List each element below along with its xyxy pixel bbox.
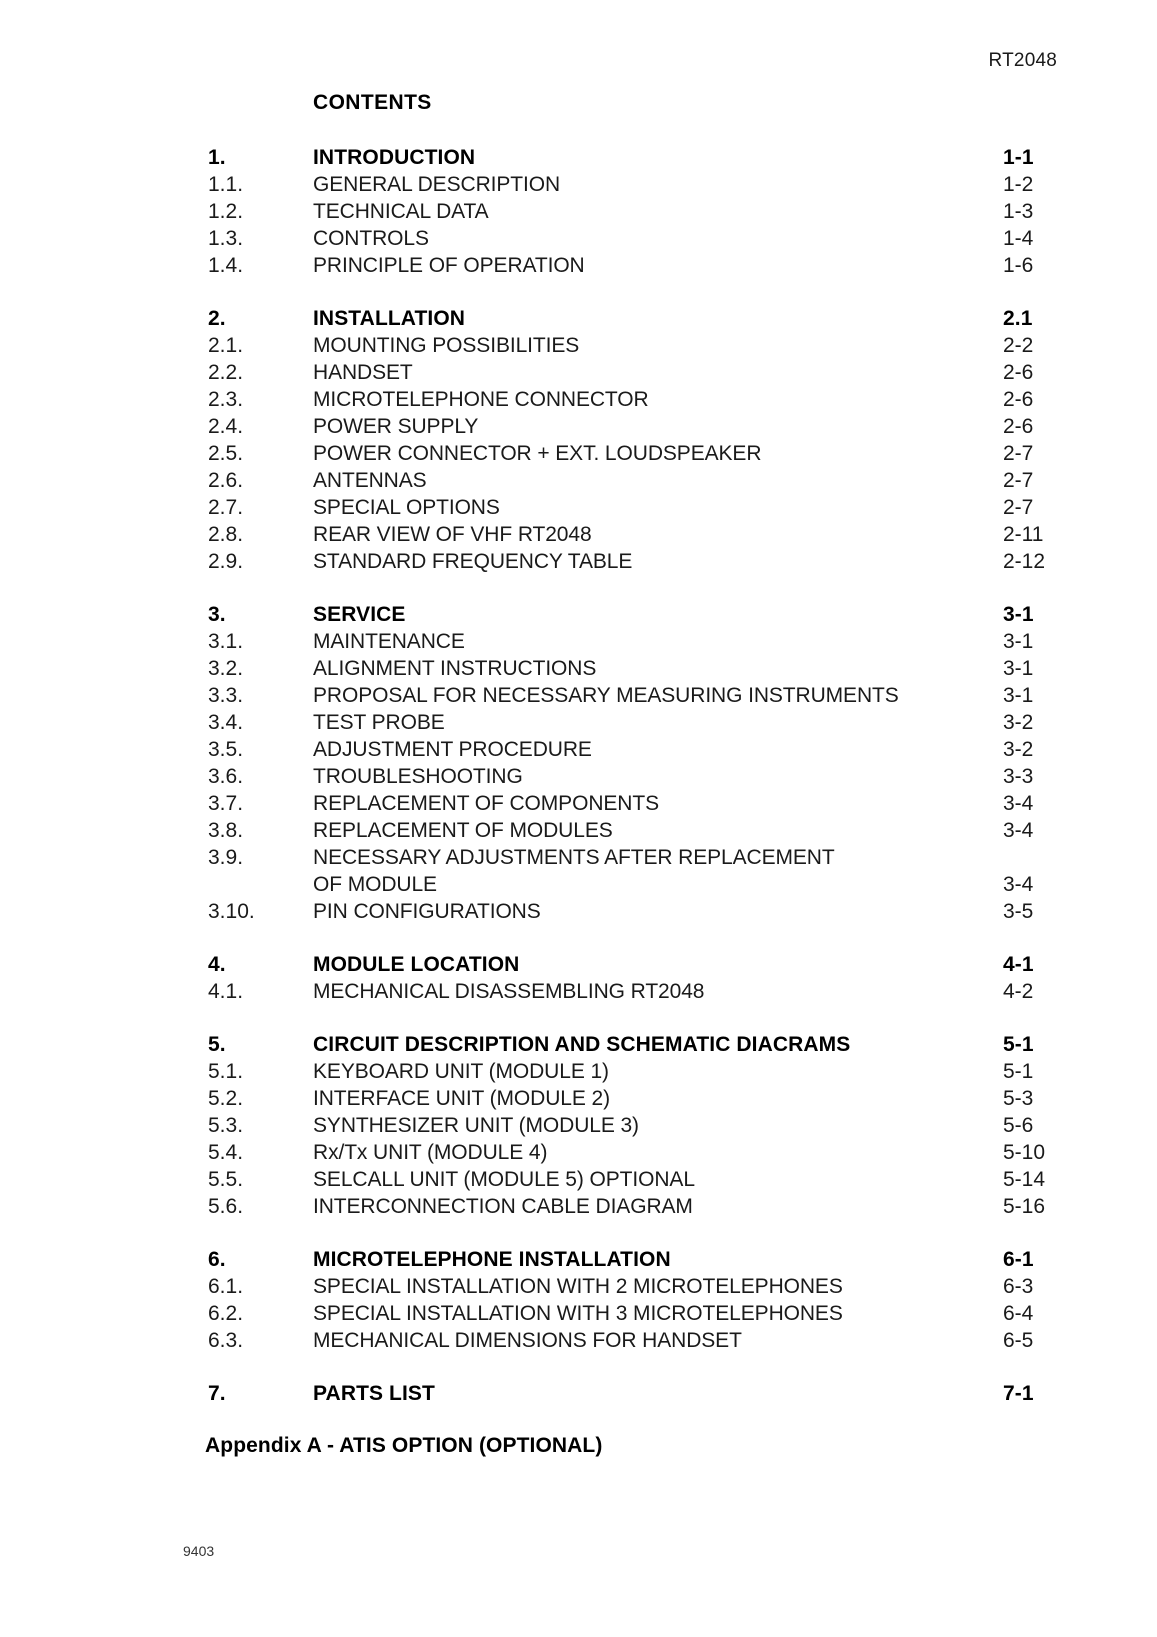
toc-entry[interactable] [0,844,1157,871]
toc-entry[interactable] [0,763,1157,790]
toc-entry-number: 3.2. [208,657,244,680]
toc-entry-number: 3.6. [208,765,244,788]
toc-entry-title: TECHNICAL DATA [313,200,489,223]
toc-entry-number: 2.6. [208,469,244,492]
toc-entry[interactable] [0,1327,1157,1354]
toc-entry-title: SERVICE [313,603,406,626]
toc-entry[interactable] [0,305,1157,332]
toc-entry-title: ALIGNMENT INSTRUCTIONS [313,657,597,680]
toc-entry-title: MODULE LOCATION [313,953,520,976]
toc-entry-number: 3.5. [208,738,244,761]
toc-entry[interactable] [0,1193,1157,1220]
toc-entry-title: MECHANICAL DISASSEMBLING RT2048 [313,980,705,1003]
toc-entry[interactable] [0,332,1157,359]
toc-entry-number: 1.2. [208,200,244,223]
toc-entry-number: 3.8. [208,819,244,842]
toc-entry-title: MECHANICAL DIMENSIONS FOR HANDSET [313,1329,742,1352]
toc-entry-number: 6.1. [208,1275,244,1298]
toc-entry[interactable] [0,1085,1157,1112]
toc-entry-title: SPECIAL INSTALLATION WITH 3 MICROTELEPHONES [313,1302,843,1325]
toc-entry[interactable] [0,1058,1157,1085]
toc-entry[interactable] [0,440,1157,467]
toc-entry-page-number: 3-4 [1003,873,1034,896]
toc-entry-number: 2.5. [208,442,244,465]
toc-entry-number: 3.1. [208,630,244,653]
toc-entry-title: INTERFACE UNIT (MODULE 2) [313,1087,610,1110]
toc-entry-title: REAR VIEW OF VHF RT2048 [313,523,592,546]
toc-entry[interactable] [0,1246,1157,1273]
appendix-entry: Appendix A - ATIS OPTION (OPTIONAL) [205,1434,603,1457]
toc-entry-title: MICROTELEPHONE CONNECTOR [313,388,649,411]
toc-entry-title: ANTENNAS [313,469,427,492]
toc-entry-number: 4.1. [208,980,244,1003]
toc-entry-number: 5.3. [208,1114,244,1137]
toc-entry-page-number: 5-14 [1003,1168,1046,1191]
toc-entry[interactable] [0,682,1157,709]
toc-entry-number: 2. [208,307,226,330]
toc-entry-title: REPLACEMENT OF COMPONENTS [313,792,659,815]
toc-entry-page-number: 2-6 [1003,388,1034,411]
toc-entry-number: 2.7. [208,496,244,519]
toc-entry-number: 1.4. [208,254,244,277]
toc-entry-page-number: 1-3 [1003,200,1034,223]
toc-entry-number: 5.6. [208,1195,244,1218]
toc-entry-title: CONTROLS [313,227,429,250]
toc-entry-number: 5. [208,1033,226,1056]
toc-entry-title: Rx/Tx UNIT (MODULE 4) [313,1141,548,1164]
toc-entry-page-number: 5-10 [1003,1141,1046,1164]
toc-entry-number: 6. [208,1248,226,1271]
toc-entry-number: 1.3. [208,227,244,250]
toc-entry-page-number: 3-4 [1003,819,1034,842]
toc-entry-page-number: 3-2 [1003,711,1034,734]
toc-entry-number: 3.10. [208,900,255,923]
toc-entry-number: 6.3. [208,1329,244,1352]
toc-entry-number: 2.3. [208,388,244,411]
toc-entry[interactable] [0,655,1157,682]
toc-entry-number: 2.2. [208,361,244,384]
toc-entry-page-number: 2-7 [1003,469,1034,492]
toc-entry[interactable] [0,252,1157,279]
toc-entry[interactable] [0,978,1157,1005]
toc-entry-title: PRINCIPLE OF OPERATION [313,254,585,277]
toc-entry-title: TROUBLESHOOTING [313,765,523,788]
toc-entry-title: POWER CONNECTOR + EXT. LOUDSPEAKER [313,442,762,465]
toc-entry-page-number: 3-1 [1003,657,1034,680]
toc-entry[interactable] [0,1380,1157,1407]
toc-entry-page-number: 2-2 [1003,334,1034,357]
toc-entry-title: ADJUSTMENT PROCEDURE [313,738,592,761]
toc-entry-title: REPLACEMENT OF MODULES [313,819,613,842]
toc-entry-page-number: 3-1 [1003,630,1034,653]
toc-entry-page-number: 1-2 [1003,173,1034,196]
toc-entry[interactable] [0,171,1157,198]
toc-entry-page-number: 2-6 [1003,361,1034,384]
toc-entry-page-number: 6-3 [1003,1275,1034,1298]
toc-entry[interactable] [0,521,1157,548]
toc-entry[interactable] [0,817,1157,844]
toc-entry-number: 2.1. [208,334,244,357]
toc-entry-title: PARTS LIST [313,1382,435,1405]
toc-entry[interactable] [0,1273,1157,1300]
toc-entry-title: INTRODUCTION [313,146,476,169]
document-footer-code: 9403 [183,1543,215,1559]
toc-entry-page-number: 3-5 [1003,900,1034,923]
toc-entry-title: SPECIAL OPTIONS [313,496,500,519]
toc-group [0,1246,1157,1354]
toc-entry[interactable] [0,198,1157,225]
toc-entry-page-number: 1-4 [1003,227,1034,250]
toc-entry-title: SPECIAL INSTALLATION WITH 2 MICROTELEPHONES [313,1275,843,1298]
toc-entry-number: 2.4. [208,415,244,438]
toc-entry[interactable] [0,1139,1157,1166]
toc-entry-number: 3.4. [208,711,244,734]
toc-entry[interactable] [0,709,1157,736]
toc-entry[interactable] [0,628,1157,655]
toc-entry-number: 5.2. [208,1087,244,1110]
toc-entry-title: MOUNTING POSSIBILITIES [313,334,580,357]
toc-group [0,951,1157,1005]
toc-entry[interactable] [0,386,1157,413]
toc-entry-title: STANDARD FREQUENCY TABLE [313,550,633,573]
toc-entry[interactable] [0,601,1157,628]
table-of-contents [0,144,1157,1407]
toc-entry[interactable] [0,1112,1157,1139]
toc-entry-number: 5.5. [208,1168,244,1191]
toc-entry-page-number: 6-1 [1003,1248,1034,1271]
toc-entry-number: 1. [208,146,226,169]
toc-entry-number: 3.3. [208,684,244,707]
toc-entry-number: 3. [208,603,226,626]
toc-entry-title: INTERCONNECTION CABLE DIAGRAM [313,1195,693,1218]
toc-entry-page-number: 6-5 [1003,1329,1034,1352]
toc-entry[interactable] [0,1300,1157,1327]
toc-entry[interactable] [0,871,1157,898]
toc-entry[interactable] [0,736,1157,763]
toc-entry[interactable] [0,1166,1157,1193]
toc-entry-title: INSTALLATION [313,307,466,330]
toc-entry-title: KEYBOARD UNIT (MODULE 1) [313,1060,609,1083]
toc-entry-number: 5.1. [208,1060,244,1083]
toc-entry-title: MICROTELEPHONE INSTALLATION [313,1248,671,1271]
toc-entry-page-number: 2-12 [1003,550,1046,573]
toc-entry-page-number: 3-1 [1003,603,1034,626]
toc-group [0,305,1157,575]
toc-group [0,144,1157,279]
toc-group [0,1380,1157,1407]
toc-entry-page-number: 2-7 [1003,496,1034,519]
toc-entry-title: NECESSARY ADJUSTMENTS AFTER REPLACEMENT [313,846,835,869]
toc-entry[interactable] [0,494,1157,521]
toc-entry-page-number: 5-3 [1003,1087,1034,1110]
toc-entry[interactable] [0,359,1157,386]
toc-entry-page-number: 5-6 [1003,1114,1034,1137]
toc-entry-number: 7. [208,1382,226,1405]
toc-entry-title: POWER SUPPLY [313,415,479,438]
toc-entry-page-number: 3-2 [1003,738,1034,761]
toc-entry-title: SYNTHESIZER UNIT (MODULE 3) [313,1114,639,1137]
toc-entry[interactable] [0,1031,1157,1058]
toc-entry-page-number: 5-1 [1003,1033,1034,1056]
toc-entry-page-number: 1-1 [1003,146,1034,169]
toc-entry-number: 3.9. [208,846,244,869]
toc-entry-number: 6.2. [208,1302,244,1325]
toc-entry-title: GENERAL DESCRIPTION [313,173,561,196]
toc-entry-page-number: 2.1 [1003,307,1033,330]
toc-entry-page-number: 6-4 [1003,1302,1034,1325]
toc-entry[interactable] [0,144,1157,171]
toc-entry-page-number: 2-7 [1003,442,1034,465]
toc-entry-number: 5.4. [208,1141,244,1164]
toc-entry-page-number: 2-6 [1003,415,1034,438]
toc-entry-number: 4. [208,953,226,976]
toc-entry[interactable] [0,413,1157,440]
toc-entry-title: CIRCUIT DESCRIPTION AND SCHEMATIC DIACRAMS [313,1033,851,1056]
toc-entry-page-number: 5-16 [1003,1195,1046,1218]
toc-entry[interactable] [0,548,1157,575]
toc-entry[interactable] [0,790,1157,817]
toc-group [0,1031,1157,1220]
toc-group [0,601,1157,925]
toc-entry-title: HANDSET [313,361,413,384]
toc-entry-title: SELCALL UNIT (MODULE 5) OPTIONAL [313,1168,695,1191]
toc-entry-page-number: 4-2 [1003,980,1034,1003]
toc-entry-title: PIN CONFIGURATIONS [313,900,541,923]
toc-entry-title: OF MODULE [313,873,437,896]
toc-entry-title: PROPOSAL FOR NECESSARY MEASURING INSTRUMENTS [313,684,899,707]
toc-entry-number: 2.9. [208,550,244,573]
toc-entry-page-number: 1-6 [1003,254,1034,277]
toc-entry-title: TEST PROBE [313,711,445,734]
page-title: CONTENTS [313,91,432,114]
toc-entry-page-number: 3-4 [1003,792,1034,815]
toc-entry-page-number: 4-1 [1003,953,1034,976]
toc-entry-page-number: 3-3 [1003,765,1034,788]
toc-entry-title: MAINTENANCE [313,630,465,653]
toc-entry[interactable] [0,898,1157,925]
toc-entry-page-number: 3-1 [1003,684,1034,707]
toc-entry-number: 2.8. [208,523,244,546]
toc-entry-page-number: 2-11 [1003,523,1044,546]
toc-entry-page-number: 7-1 [1003,1382,1034,1405]
document-header-model: RT2048 [988,50,1057,71]
toc-entry[interactable] [0,225,1157,252]
toc-entry[interactable] [0,951,1157,978]
toc-entry[interactable] [0,467,1157,494]
toc-entry-number: 3.7. [208,792,244,815]
toc-entry-number: 1.1. [208,173,244,196]
toc-entry-page-number: 5-1 [1003,1060,1034,1083]
